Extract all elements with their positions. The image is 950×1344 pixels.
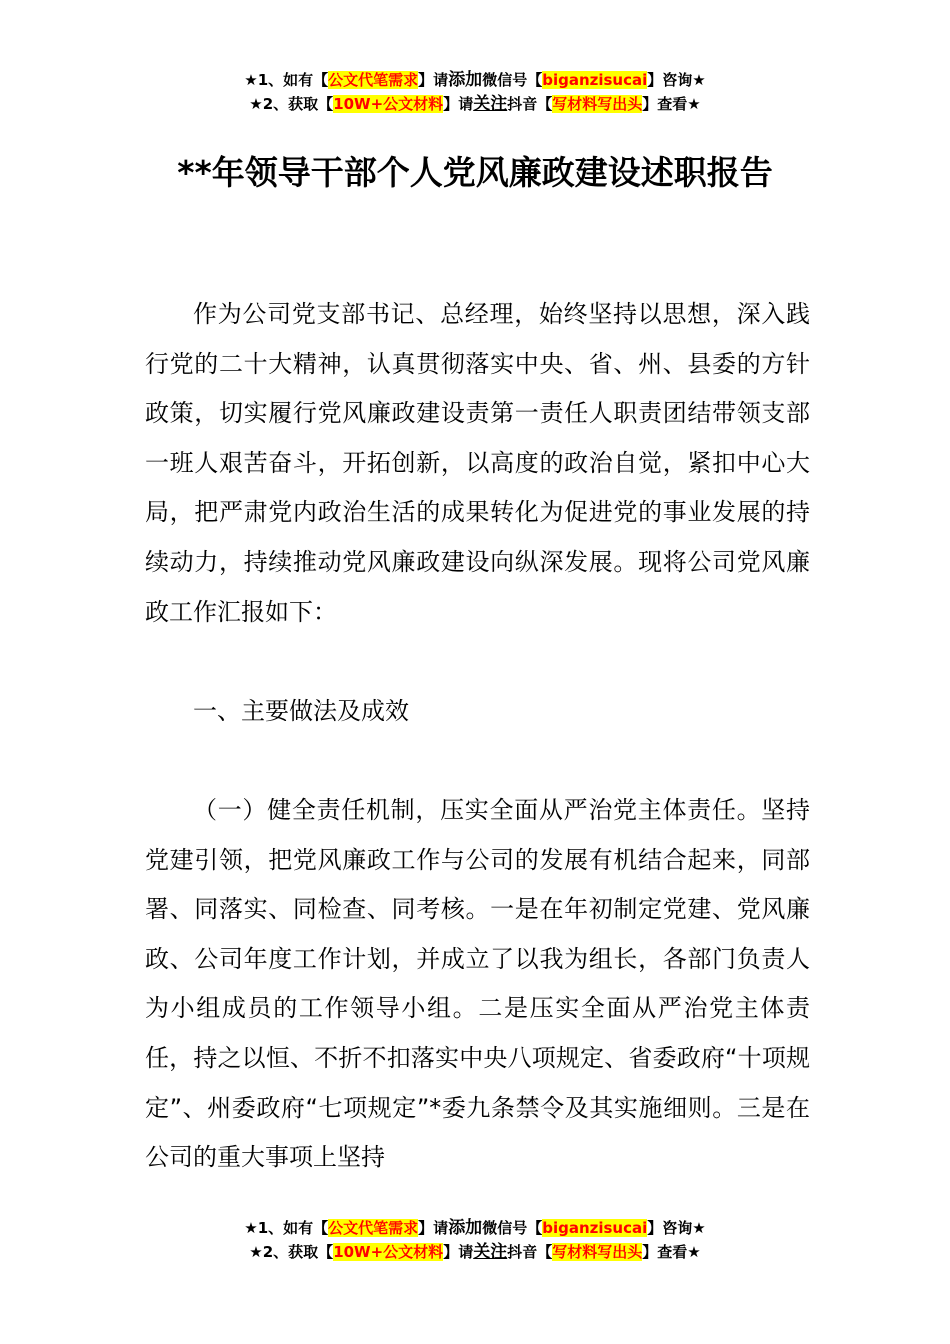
banner-highlight: 公文代笔需求 <box>328 71 419 89</box>
document-title: **年领导干部个人党风廉政建设述职报告 <box>177 153 773 192</box>
header-banner <box>0 68 950 116</box>
banner-highlight: 10W+公文材料 <box>333 95 444 113</box>
banner-line-2: ★2、获取【10W+公文材料】请关注抖音【写材料写出头】查看★ <box>249 94 701 114</box>
paragraph-spacer <box>145 736 810 786</box>
paragraph-spacer <box>145 637 810 687</box>
banner-line-1: ★1、如有【公文代笔需求】请添加微信号【biganzisucai】咨询★ <box>244 70 706 90</box>
banner-highlight: 公文代笔需求 <box>328 1219 419 1237</box>
banner-douyin-account: 写材料写出头 <box>552 95 643 113</box>
intro-paragraph: 作为公司党支部书记、总经理，始终坚持以思想，深入践行党的二十大精神，认真贯彻落实中央、省、州、县委的方针政策，切实履行党风廉政建设责第一责任人职责团结带领支部一班人艰苦奋斗，开拓创新，以高度的政治自觉，紧扣中心大局，把严肃党内政治生活的成果转化为促进党的事业发展的持续动力，持续推动党风廉政建设向纵深发展。现将公司党风廉政工作汇报如下： <box>145 300 810 626</box>
footer-banner <box>0 1216 950 1264</box>
banner-line-1: ★1、如有【公文代笔需求】请添加微信号【biganzisucai】咨询★ <box>244 1218 706 1238</box>
banner-line-2: ★2、获取【10W+公文材料】请关注抖音【写材料写出头】查看★ <box>249 1242 701 1262</box>
banner-wechat-id: biganzisucai <box>542 71 648 89</box>
section-paragraph: （一）健全责任机制，压实全面从严治党主体责任。坚持党建引领，把党风廉政工作与公司的发展有机结合起来，同部署、同落实、同检查、同考核。一是在年初制定党建、党风廉政、公司年度工作计划，并成立了以我为组长，各部门负责人为小组成员的工作领导小组。二是压实全面从严治党主体责任，持之以恒、不折不扣落实中央八项规定、省委政府“十项规定”、州委政府“七项规定”*委九条禁令及其实施细则。三是在公司的重大事项上坚持 <box>145 795 810 1172</box>
banner-douyin-account: 写材料写出头 <box>552 1243 643 1261</box>
section-heading: 一、主要做法及成效 <box>193 696 409 725</box>
banner-highlight: 10W+公文材料 <box>333 1243 444 1261</box>
banner-wechat-id: biganzisucai <box>542 1219 648 1237</box>
document-body <box>145 290 810 1183</box>
